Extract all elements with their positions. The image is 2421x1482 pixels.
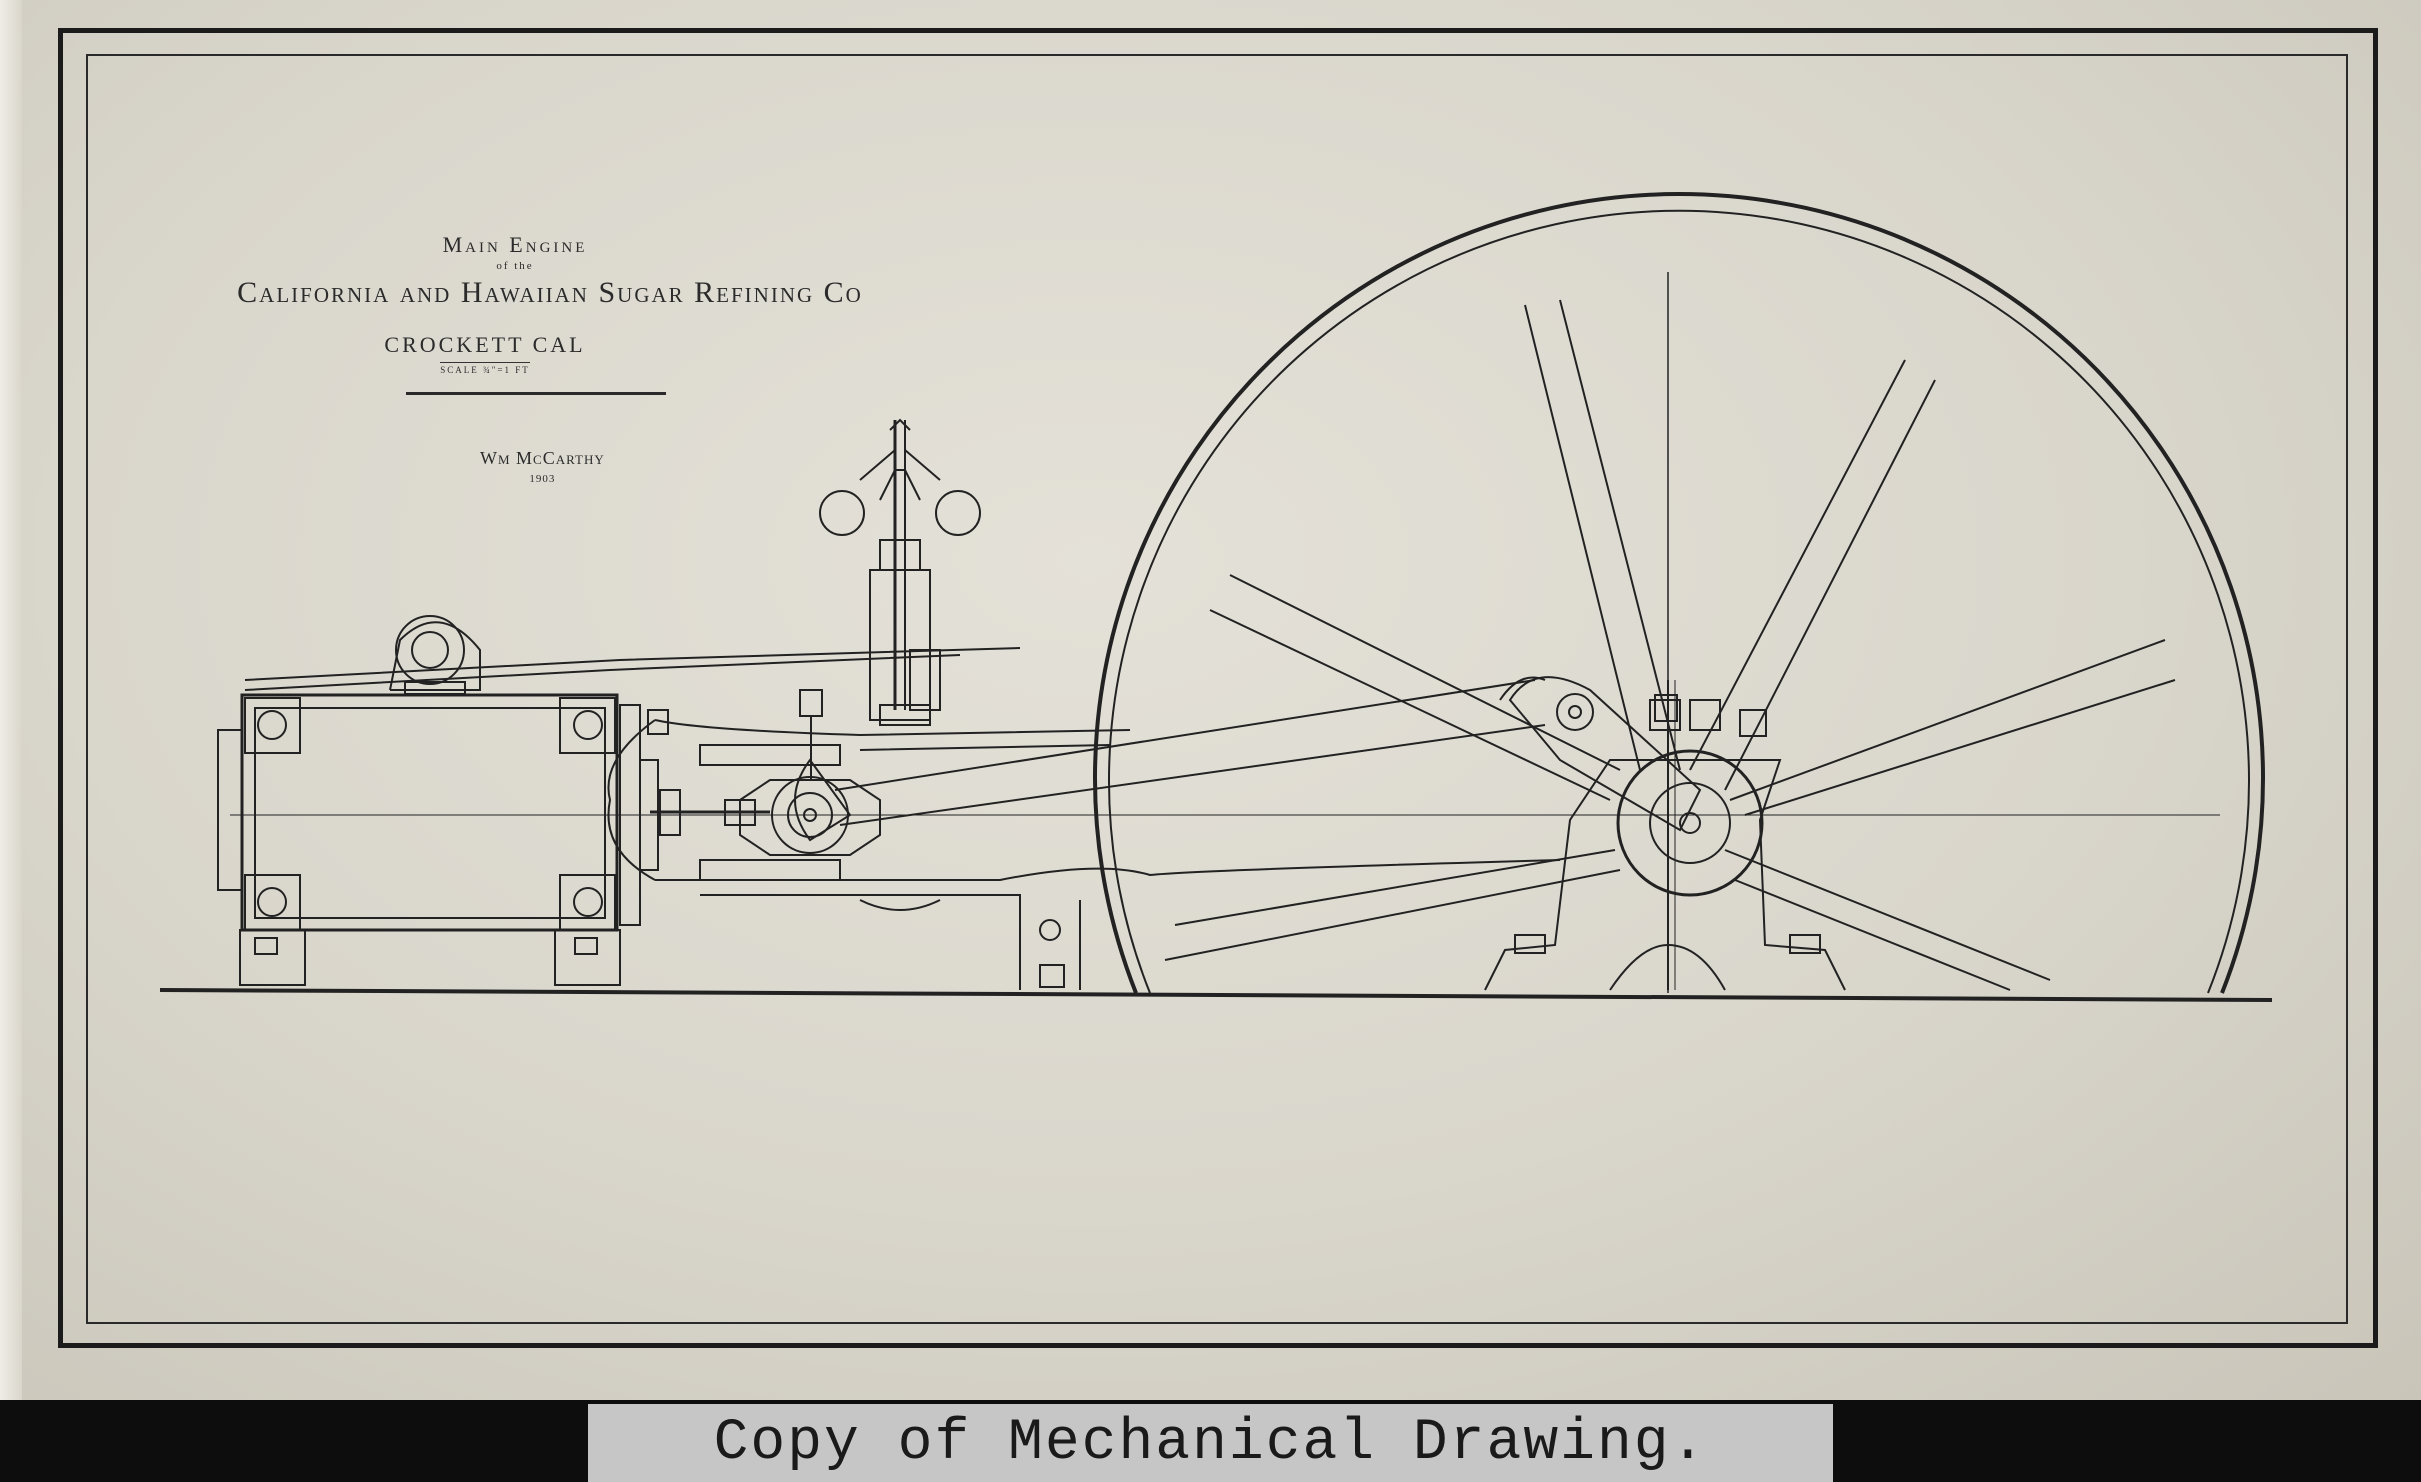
valve-chest [245, 616, 1020, 694]
steam-cylinder [218, 695, 680, 985]
location: CROCKETT CAL [384, 332, 586, 357]
scale-note: SCALE ¾"=1 FT [440, 362, 530, 375]
connecting-rod [795, 678, 1545, 841]
draftsman-name: Wm McCarthy [480, 448, 605, 468]
drawing-year: 1903 [529, 473, 556, 485]
governor [820, 420, 980, 725]
draftsman-signature [480, 448, 605, 485]
caption-label: Copy of Mechanical Drawing. [588, 1404, 1833, 1482]
flywheel [1095, 194, 2263, 993]
ground-line [160, 990, 2272, 1000]
engine-bed [608, 720, 1560, 990]
oil-cups [648, 690, 1677, 780]
drawing-title: Main Engine [442, 232, 588, 257]
drawing-title-of: of the [496, 260, 534, 272]
company-name: California and Hawaiian Sugar Refining Co [237, 276, 863, 309]
title-block [200, 232, 900, 395]
title-underline [406, 392, 666, 395]
